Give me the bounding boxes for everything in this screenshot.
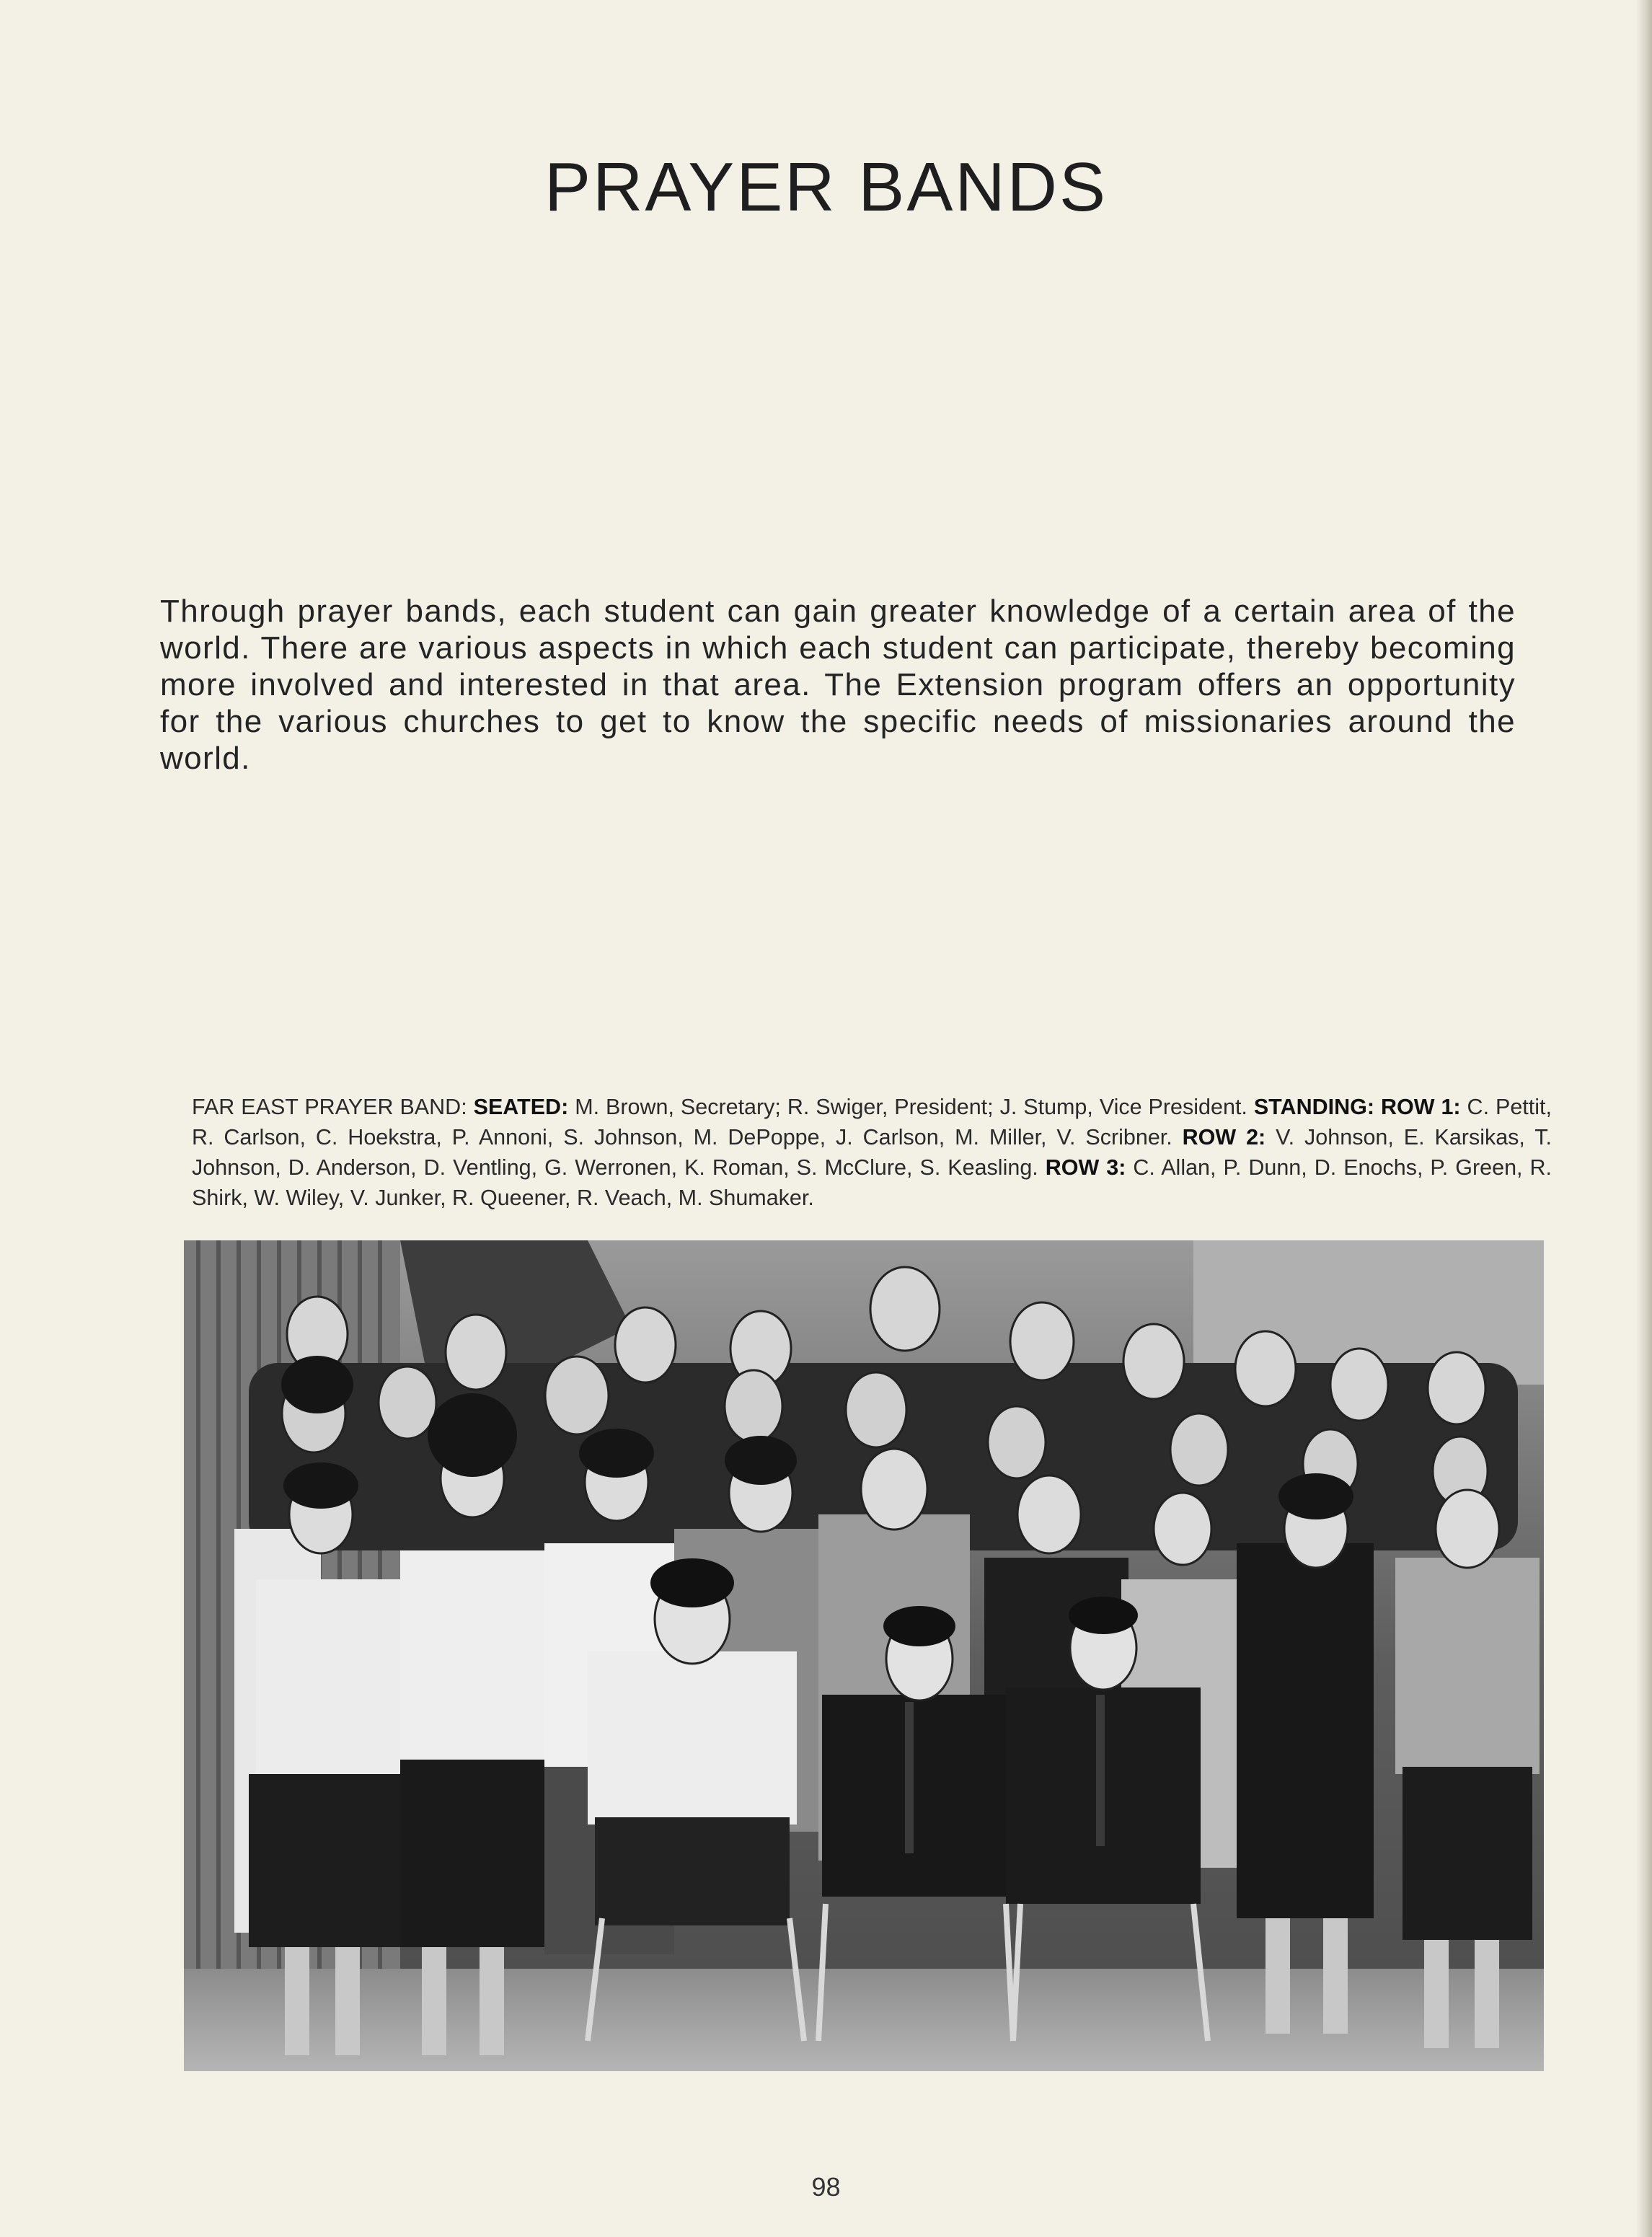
page-title: PRAYER BANDS [544, 149, 1108, 226]
group-photo [184, 1240, 1544, 2071]
intro-paragraph: Through prayer bands, each student can gain greater knowledge of a certain area of the world. There are various aspects in which each student can participate, thereby becoming more involved and interested in that area. The Extension program offers an opportunity for the various churches to get to know the specific needs of missionaries around the world. [160, 594, 1516, 776]
caption-standing-row1-label: STANDING: ROW 1: [1253, 1095, 1461, 1119]
page-number: 98 [811, 2172, 841, 2202]
caption-row2-names: V. Johnson, E. Karsikas, T. Johnson, D. Anderson, D. Ventling, G. Werronen, K. Roman, S. McClure, S. Keasling. [192, 1125, 1552, 1180]
caption-row1-names: C. Pettit, R. Carlson, C. Hoekstra, P. Annoni, S. Johnson, M. DePoppe, J. Carlson, M. Miller, V. Scribner. [192, 1095, 1552, 1150]
caption-row3-label: ROW 3: [1045, 1155, 1126, 1180]
caption-group-name: FAR EAST PRAYER BAND: [192, 1095, 474, 1119]
group-photo-illustration [184, 1240, 1544, 2071]
caption-row3-names: C. Allan, P. Dunn, D. Enochs, P. Green, R. Shirk, W. Wiley, V. Junker, R. Queener, R. Veach, M. Shumaker. [192, 1155, 1552, 1210]
caption-seated-label: SEATED: [473, 1095, 569, 1119]
page-edge-shadow [1636, 0, 1652, 2237]
caption-seated-names: M. Brown, Secretary; R. Swiger, President; J. Stump, Vice President. [568, 1095, 1254, 1119]
caption-row2-label: ROW 2: [1182, 1125, 1266, 1150]
photo-caption [192, 1092, 1552, 1213]
